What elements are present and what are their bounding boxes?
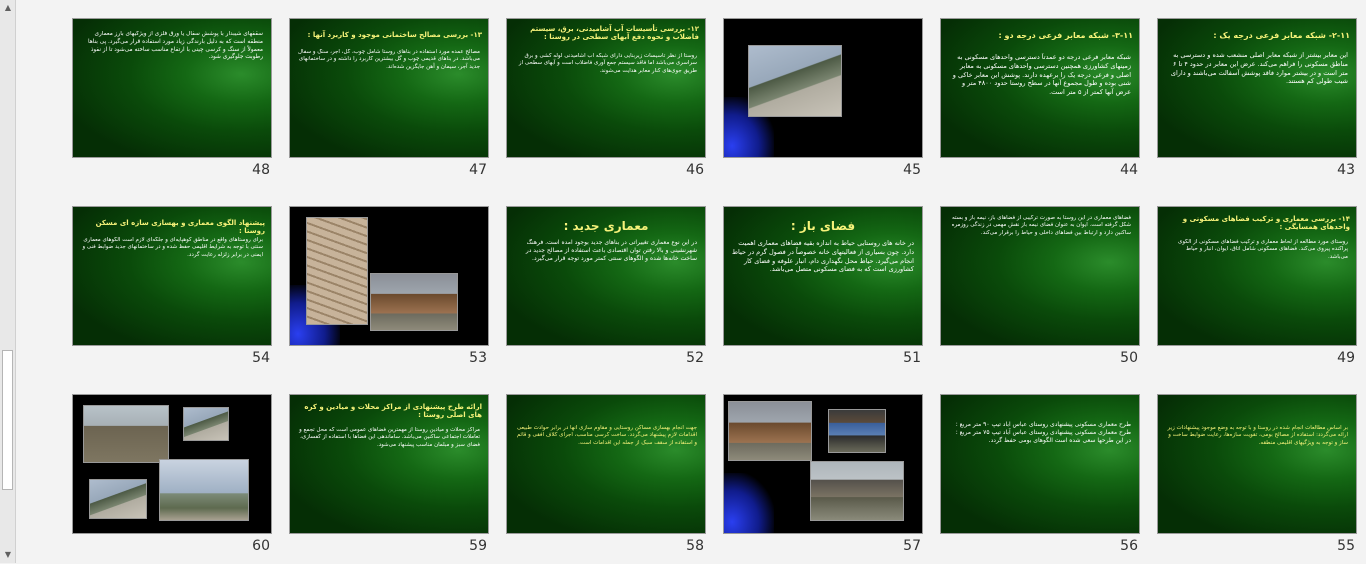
slide-body-text: مراکز محلات و میادین روستا از مهمترین فضاهای عمومی است که محل تجمع و تعاملات اجتماعی ساکنین می‌باشد. ساماندهی این فضاها با استفاده از کفسازی، فضای سبز و مبلمان مناسب پیشنهاد می‌شود. [299, 427, 480, 448]
slide-49[interactable] [1157, 206, 1357, 346]
slide-number: 53 [469, 350, 487, 366]
scrollbar-thumb[interactable] [2, 350, 13, 490]
slide-body-text: در این نوع معماری تغییراتی در بناهای جدید بوجود آمده است. فرهنگ شهرنشینی و بالا رفتن توان اقتصادی باعث استفاده از مصالح جدید در ساخت خانه‌ها شده و الگوهای سنتی کمتر مورد توجه قرار می‌گیرد. [525, 239, 697, 263]
slide-thumbnail[interactable] [506, 206, 706, 376]
wooden-stairs-photo [306, 217, 368, 325]
slide-number: 44 [1120, 162, 1138, 178]
slide-title: ۱۴- بررسی معماری و ترکیب فضاهای مسکونی و واحدهای همسایگی : [1182, 215, 1350, 231]
slide-number: 47 [469, 162, 487, 178]
road-photo [748, 45, 842, 117]
slide-58[interactable] [506, 394, 706, 534]
slide-thumbnail[interactable] [723, 394, 923, 564]
slide-thumbnail[interactable] [289, 206, 489, 376]
slide-body-text: سقفهای شیبدار با پوشش سفال یا ورق فلزی از ویژگیهای بارز معماری منطقه است که به دلیل بارندگی زیاد مورد استفاده قرار می‌گیرد. پی بناها معمولاً از سنگ و کرسی چینی با ارتفاع مناسب ساخته می‌شود تا از نفوذ رطوبت جلوگیری شود. [87, 31, 263, 61]
slide-44[interactable] [940, 18, 1140, 158]
slide-43[interactable] [1157, 18, 1357, 158]
slide-number: 57 [903, 538, 921, 554]
slide-number: 52 [686, 350, 704, 366]
slide-thumbnail[interactable] [72, 18, 272, 188]
slide-47[interactable] [289, 18, 489, 158]
slide-56[interactable] [940, 394, 1140, 534]
slide-number: 56 [1120, 538, 1138, 554]
blue-glow-decoration [723, 473, 774, 534]
slide-number: 60 [252, 538, 270, 554]
slide-body-text: فضاهای معماری در این روستا به صورت ترکیبی از فضاهای باز، نیمه باز و بسته شکل گرفته است. ایوان به عنوان فضای نیمه باز نقش مهمی در زندگی روزمره ساکنین دارد و ارتباط بین فضاهای داخلی و حیاط را برقرار می‌کند. [951, 215, 1131, 236]
road-photo [183, 407, 229, 441]
slide-50[interactable] [940, 206, 1140, 346]
slide-thumbnail[interactable] [506, 394, 706, 564]
slide-body-text: برای روستاهای واقع در مناطق کوهپایه‌ای و جلگه‌ای لازم است الگوهای معماری سنتی با توجه به شرایط اقلیمی حفظ شده و در ساختمانهای جدید ضوابط فنی و ایمنی در برابر زلزله رعایت گردد. [82, 237, 263, 258]
slide-body-text: شبکه معابر فرعی درجه دو عمدتاً دسترسی واحدهای مسکونی به زمینهای کشاورزی همچنین دسترسی واحدهای مسکونی به معابر اصلی و فرعی درجه یک را برعهده دارند. پوشش این معابر خاکی و شنی بوده و طول مجموع آنها در سطح روستا حدود ۴۸۰۰ متر و عرض آنها کمتر از ۵ متر است. [952, 53, 1131, 97]
slide-48[interactable] [72, 18, 272, 158]
slide-54[interactable] [72, 206, 272, 346]
slide-51[interactable] [723, 206, 923, 346]
slide-thumbnail[interactable] [940, 18, 1140, 188]
slide-57[interactable] [723, 394, 923, 534]
slide-sorter-grid [16, 0, 1366, 563]
slide-title: ۳-۱۱- شبکه معابر فرعی درجه دو : [998, 31, 1133, 40]
slide-number: 45 [903, 162, 921, 178]
slide-number: 50 [1120, 350, 1138, 366]
slide-body-text: طرح معماری مسکونی پیشنهادی روستای عباس آباد تیپ ۹۰ متر مربع : طرح معماری مسکونی پیشنهادی روستای عباس آباد تیپ ۷۵ متر مربع : در این طرحها سعی شده است الگوهای بومی حفظ گردد. [955, 421, 1131, 445]
slide-title: ۱۲- بررسی تأسیسات آب آشامیدنی، برق، سیستم فاضلاب و نحوه دفع آبهای سطحی در روستا : [530, 25, 699, 41]
slide-thumbnail[interactable] [940, 394, 1140, 564]
slide-body-text: روستای مورد مطالعه از لحاظ معماری و ترکیب فضاهای مسکونی از الگوی پراکنده پیروی می‌کند. فضاهای مسکونی شامل اتاق، ایوان، انبار و حیاط می‌باشد. [1178, 239, 1348, 260]
slide-thumbnail[interactable] [940, 206, 1140, 376]
slide-body-text: روستا از نظر تأسیسات زیربنایی دارای شبکه آب آشامیدنی لوله کشی و برق سراسری می‌باشد اما فاقد سیستم جمع آوری فاضلاب است و آبهای سطحی از طریق جوی‌های کنار معابر هدایت می‌شوند. [518, 53, 697, 74]
slide-thumbnail[interactable] [723, 206, 923, 376]
slide-55[interactable] [1157, 394, 1357, 534]
slide-thumbnail[interactable] [723, 18, 923, 188]
slide-45[interactable] [723, 18, 923, 158]
vertical-scrollbar[interactable] [0, 0, 16, 563]
slide-52[interactable] [506, 206, 706, 346]
blue-house-photo [828, 409, 886, 453]
slide-number: 58 [686, 538, 704, 554]
slide-title: ارائه طرح پیشنهادی از مراکز محلات و میادین و کره های اصلی روستا : [304, 403, 482, 419]
slide-59[interactable] [289, 394, 489, 534]
slide-body-text: بر اساس مطالعات انجام شده در روستا و با توجه به وضع موجود پیشنهادات زیر ارائه می‌گردد: استفاده از مصالح بومی، تقویت سازه‌ها، رعایت ضوابط ساخت و ساز و توجه به ویژگیهای اقلیمی منطقه. [1167, 425, 1348, 446]
slide-60[interactable] [72, 394, 272, 534]
slide-title: ۲-۱۱- شبکه معابر فرعی درجه یک : [1213, 31, 1350, 40]
scroll-down-arrow-icon[interactable]: ▼ [4, 550, 12, 559]
slide-thumbnail[interactable] [72, 206, 272, 376]
slide-number: 55 [1337, 538, 1355, 554]
path-photo [89, 479, 147, 519]
slide-thumbnail[interactable] [289, 394, 489, 564]
slide-46[interactable] [506, 18, 706, 158]
slide-body-text: مصالح عمده مورد استفاده در بناهای روستا شامل چوب، گل، آجر، سنگ و سفال می‌باشد. در بناهای قدیمی چوب و گل بیشترین کاربرد را داشته و در ساختمانهای جدید آجر، سیمان و آهن جایگزین شده‌اند. [298, 49, 480, 70]
slide-body-text: جهت انجام بهسازی مساکن روستایی و مقاوم سازی آنها در برابر حوادث طبیعی اقدامات لازم پیشنهاد می‌گردد. ساخت کرسی مناسب، اجرای کلاف افقی و قائم و استفاده از سقف سبک از جمله این اقدامات است. [516, 425, 697, 446]
slide-thumbnail[interactable] [506, 18, 706, 188]
slide-53[interactable] [289, 206, 489, 346]
slide-body-text: در خانه های روستایی حیاط به اندازه بقیه فضاهای معماری اهمیت دارد. چون بسیاری از فعالیتهای خانه خصوصاً در فصول گرم در حیاط انجام می‌گیرد. حیاط محل نگهداری دام، انبار علوفه و فضای کار کشاورزی است که به فضای مسکونی متصل می‌باشد. [732, 239, 914, 274]
slide-number: 43 [1337, 162, 1355, 178]
slide-title: فضای باز : [790, 219, 856, 233]
slide-number: 54 [252, 350, 270, 366]
slide-thumbnail[interactable] [289, 18, 489, 188]
village-photo [159, 459, 249, 521]
slide-title: پیشنهاد الگوی معماری و بهسازی سازه ای مسکن روستا : [95, 219, 265, 235]
slide-number: 46 [686, 162, 704, 178]
scroll-up-arrow-icon[interactable]: ▲ [4, 3, 12, 12]
thatched-house-photo [810, 461, 904, 521]
slide-number: 49 [1337, 350, 1355, 366]
slide-number: 51 [903, 350, 921, 366]
field-photo [83, 405, 169, 463]
slide-number: 59 [469, 538, 487, 554]
slide-title: ۱۳- بررسی مصالح ساختمانی موجود و کاربرد آنها : [307, 31, 482, 39]
slide-thumbnail[interactable] [1157, 18, 1357, 188]
slide-number: 48 [252, 162, 270, 178]
old-house-photo [728, 401, 812, 461]
slide-thumbnail[interactable] [1157, 206, 1357, 376]
slide-title: معماری جدید : [563, 219, 649, 233]
slide-thumbnail[interactable] [1157, 394, 1357, 564]
wooden-house-photo [370, 273, 458, 331]
slide-body-text: این معابر بیشتر از شبکه معابر اصلی منشعب شده و دسترسی به مناطق مسکونی را فراهم می‌کند. عرض این معابر در حدود ۴ تا ۶ متر است و در بیشتر موارد فاقد پوشش آسفالت می‌باشند و دارای شیب طولی کم هستند. [1170, 51, 1348, 86]
slide-thumbnail[interactable] [72, 394, 272, 564]
